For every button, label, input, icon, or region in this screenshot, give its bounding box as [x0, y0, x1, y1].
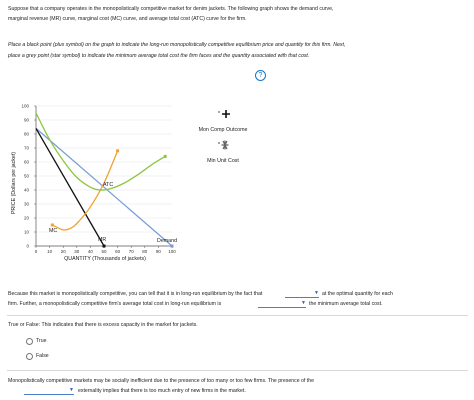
y-tick-label-20: 20 — [23, 215, 29, 221]
chart-ticks — [21, 104, 176, 255]
y-tick-label-100: 100 — [21, 103, 29, 109]
plus-dot-icon — [218, 111, 220, 113]
question1-part1: Because this market is monopolistically competitive, you can tell that it is in long-run equilibrium by the fact that — [8, 291, 263, 297]
question1-part2: at the optimal quantity for each — [322, 291, 393, 297]
mon-comp-outcome-tool[interactable] — [199, 110, 248, 133]
radio-false[interactable] — [26, 353, 33, 360]
question3-part2: externality implies that there is too much entry of new firms in the market. — [78, 388, 246, 394]
x-tick-label-40: 40 — [87, 249, 93, 254]
min-unit-cost-tool[interactable] — [207, 141, 239, 165]
plus-icon — [222, 110, 230, 118]
question2-prompt: True or False: This indicates that there is excess capacity in the market for jackets. — [8, 322, 198, 328]
x-tick-label-10: 10 — [47, 249, 53, 254]
radio-true[interactable] — [26, 338, 33, 345]
y-tick-label-0: 0 — [26, 243, 29, 249]
atc-end-marker — [164, 155, 167, 158]
chevron-down-icon: ▼ — [301, 300, 306, 306]
y-tick-label-70: 70 — [23, 145, 29, 151]
y-tick-label-60: 60 — [23, 159, 29, 165]
y-tick-label-50: 50 — [23, 173, 29, 179]
y-tick-label-40: 40 — [23, 187, 29, 193]
demand-end-marker — [171, 245, 174, 248]
y-tick-label-30: 30 — [23, 201, 29, 207]
x-axis-label: QUANTITY (Thousands of jackets) — [64, 256, 146, 262]
question3-part1: Monopolistically competitive markets may be socially inefficient due to the presence of too many or too few firms. The presence of the — [8, 378, 315, 384]
mc-start-marker — [51, 224, 54, 227]
atc-label: ATC — [103, 182, 114, 188]
min-unit-cost-label: Min Unit Cost — [207, 158, 239, 164]
mr-label: MR — [98, 237, 107, 243]
equilibrium-chart[interactable] — [0, 95, 474, 275]
instructions-line-1: Place a black point (plus symbol) on the graph to indicate the long-run monopolistically competitive equilibrium price and quantity for this firm. Next, — [8, 42, 346, 48]
y-tick-label-90: 90 — [23, 117, 29, 123]
help-icon[interactable]: ? — [255, 70, 266, 81]
chart-grid — [36, 106, 172, 232]
demand-label: Demand — [157, 238, 178, 244]
divider — [7, 370, 468, 371]
star-icon — [222, 141, 229, 150]
mon-comp-outcome-label: Mon Comp Outcome — [198, 127, 248, 133]
question1-part3: firm. Further, a monopolistically competitive firm's average total cost in long-run equilibrium is — [8, 301, 222, 307]
question1-dropdown-2[interactable] — [258, 299, 306, 308]
question3-dropdown[interactable] — [24, 386, 74, 395]
mr-end-marker — [103, 245, 106, 248]
y-tick-label-80: 80 — [23, 131, 29, 137]
x-tick-label-70: 70 — [128, 249, 134, 254]
option-false-label: False — [36, 353, 49, 359]
mc-label: MC — [49, 228, 58, 234]
x-tick-label-0: 0 — [34, 249, 38, 254]
chevron-down-icon: ▼ — [69, 387, 74, 393]
intro-line-2: marginal revenue (MR) curve, marginal cost (MC) curve, and average total cost (ATC) curve for the firm. — [8, 16, 247, 22]
x-tick-label-30: 30 — [74, 249, 80, 254]
instructions-line-2: place a grey point (star symbol) to indicate the minimum average total cost the firm faces and the quantity associated with that cost. — [8, 53, 310, 59]
y-tick-label-10: 10 — [23, 229, 29, 235]
x-tick-label-90: 90 — [155, 249, 161, 254]
x-tick-label-50: 50 — [101, 249, 107, 254]
x-tick-label-20: 20 — [60, 249, 66, 254]
option-true-label: True — [36, 338, 47, 344]
y-axis-label: PRICE (Dollars per jacket) — [11, 151, 17, 215]
mc-end-marker — [116, 149, 119, 152]
question1-part4: the minimum average total cost. — [309, 301, 383, 307]
chevron-down-icon: ▼ — [314, 290, 319, 296]
x-tick-label-100: 100 — [168, 249, 176, 254]
divider — [7, 315, 468, 316]
star-dot-icon — [218, 142, 220, 144]
x-tick-label-80: 80 — [142, 249, 148, 254]
atc-curve — [36, 113, 165, 190]
question1-dropdown-1[interactable] — [285, 289, 319, 298]
intro-line-1: Suppose that a company operates in the monopolistically competitive market for denim jackets. The following graph shows the demand curve, — [8, 6, 334, 12]
x-tick-label-60: 60 — [115, 249, 121, 254]
